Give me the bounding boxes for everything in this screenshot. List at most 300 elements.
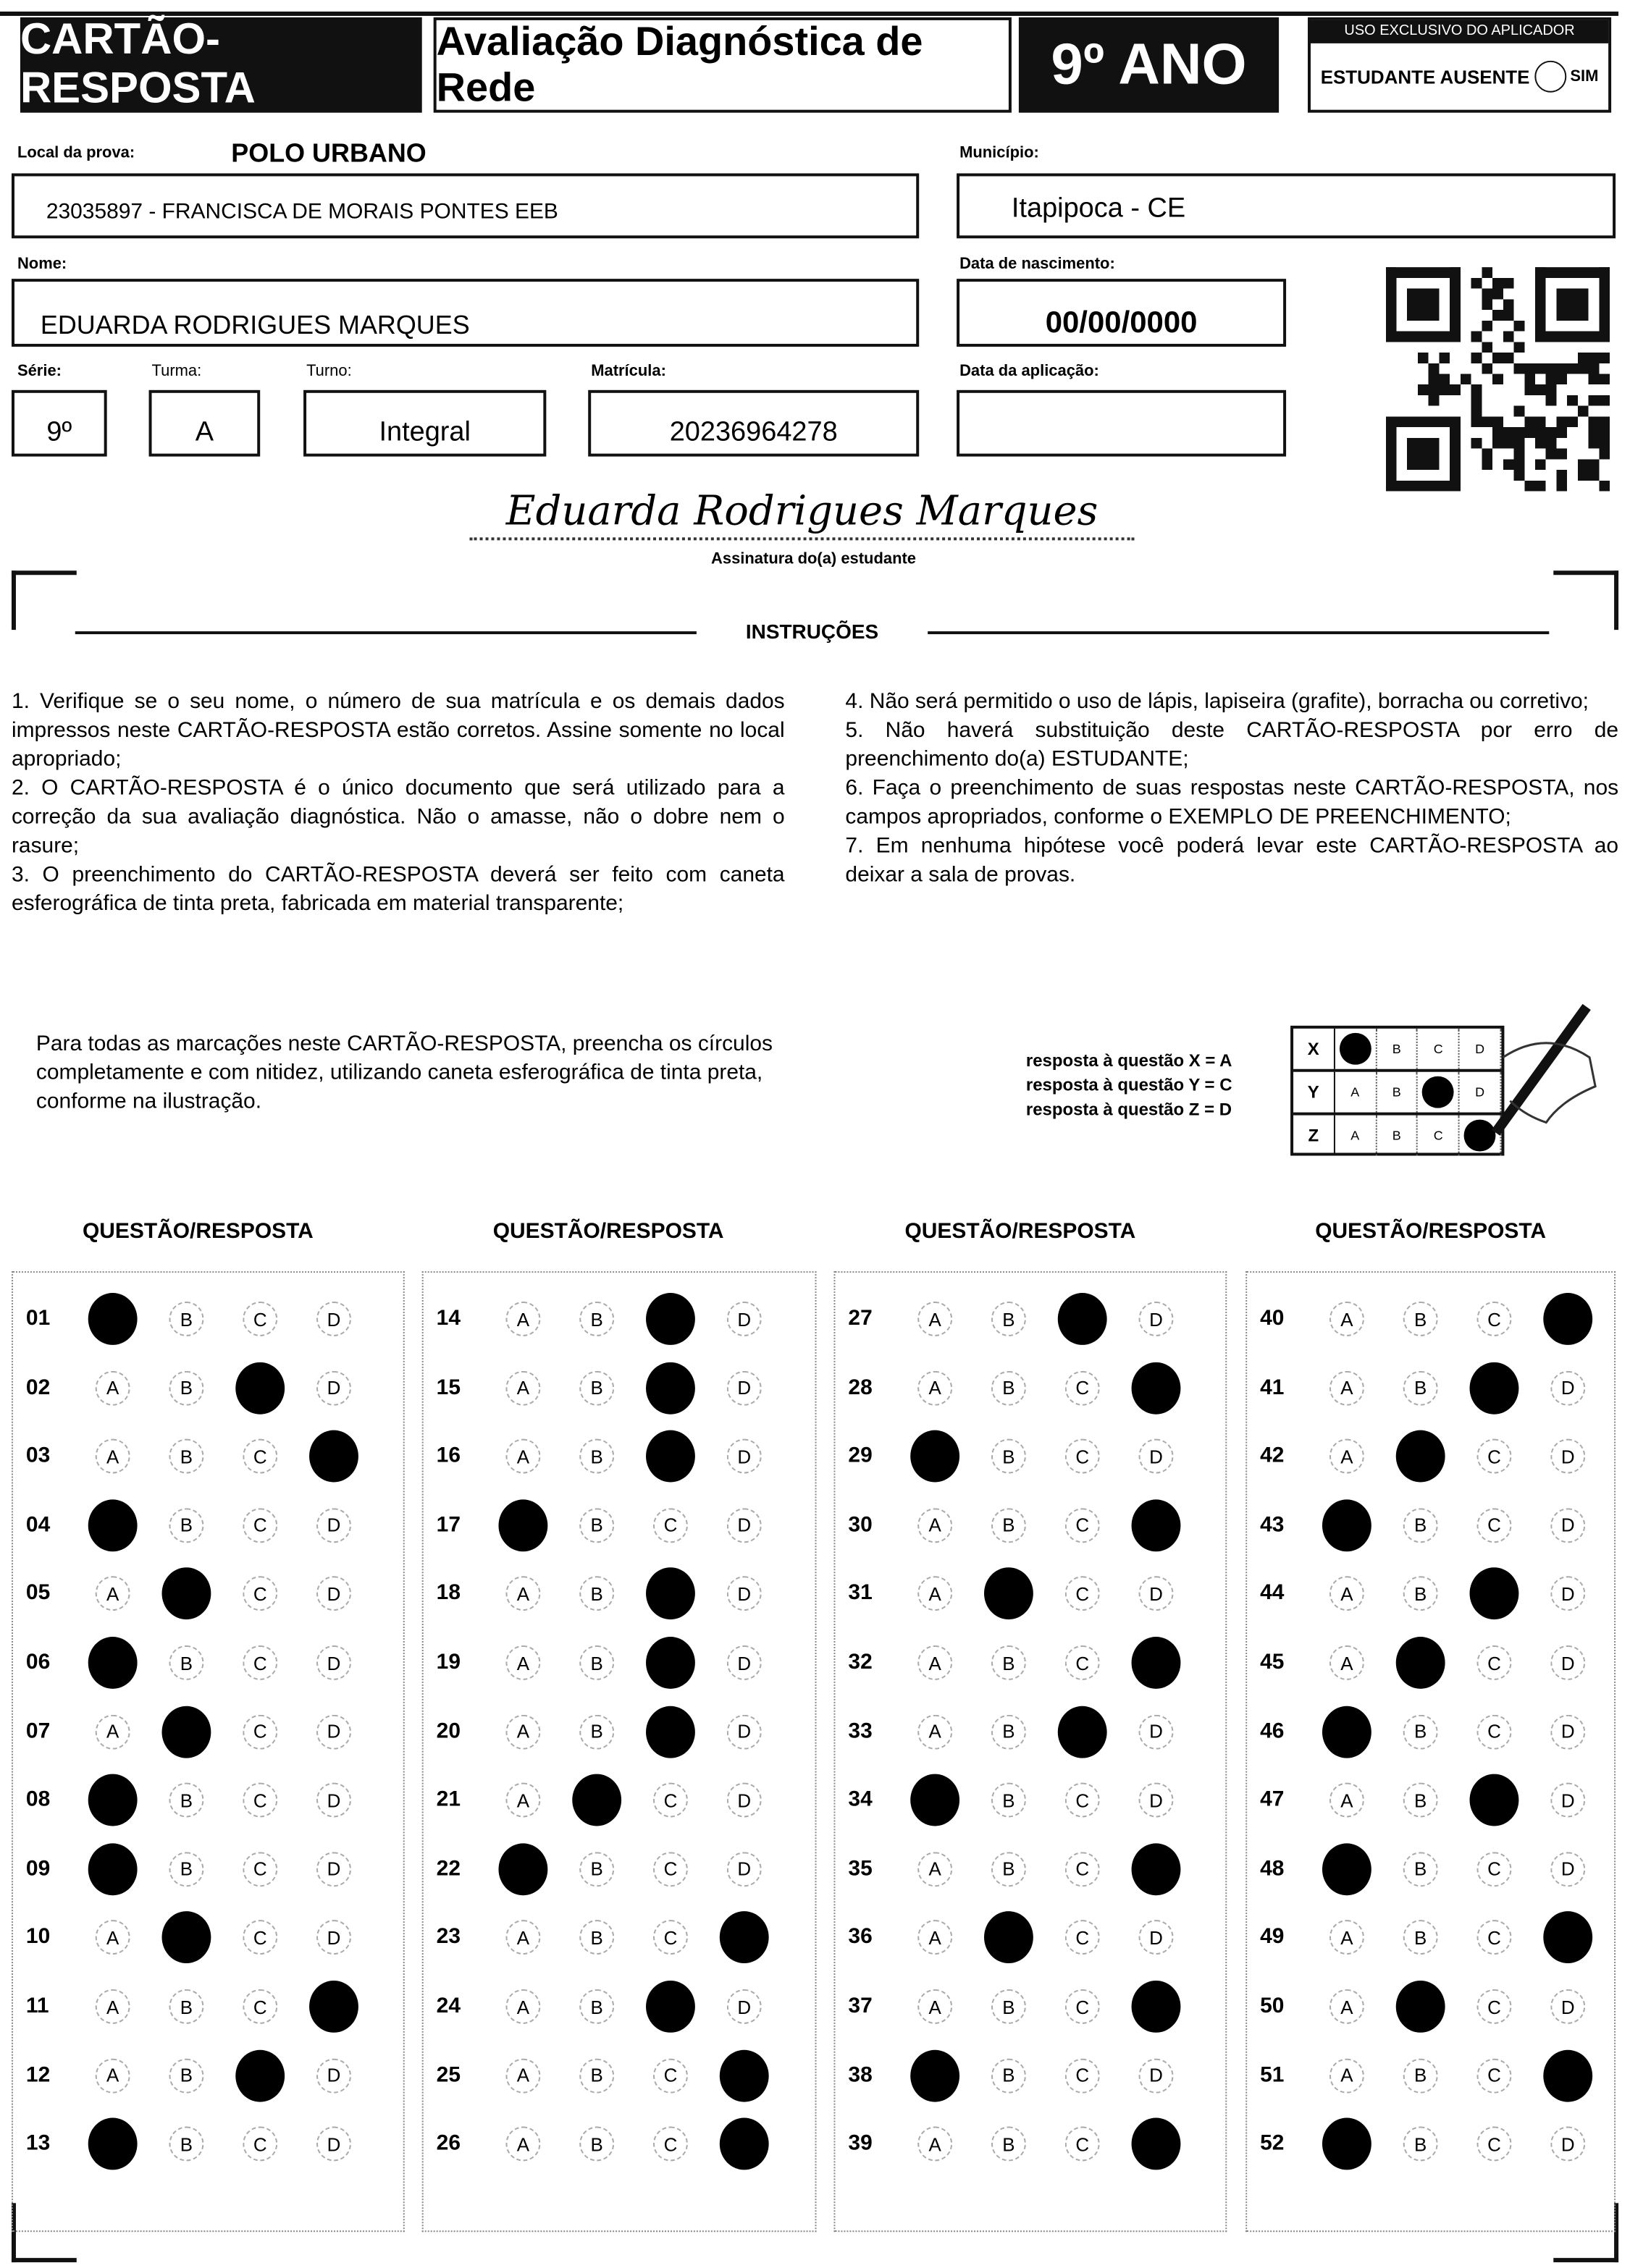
answer-bubble-48-C[interactable]: C [1477,1852,1512,1887]
answer-bubble-21-D[interactable]: D [727,1783,762,1818]
answer-bubble-42-C[interactable]: C [1477,1439,1512,1474]
answer-bubble-45-A[interactable]: A [1329,1645,1364,1680]
answer-bubble-14-B[interactable]: B [579,1302,614,1336]
answer-bubble-13-C[interactable]: C [243,2127,277,2162]
filled-bubble-25-D[interactable] [720,2049,769,2102]
answer-bubble-47-A[interactable]: A [1329,1783,1364,1818]
answer-bubble-03-A[interactable]: A [96,1439,130,1474]
answer-bubble-50-A[interactable]: A [1329,1989,1364,2024]
filled-bubble-39-D[interactable] [1132,2118,1181,2170]
serie-field [12,390,107,457]
example-filled-bubble [1335,1029,1377,1069]
turma-value: A [195,417,214,448]
answer-bubble-20-D[interactable]: D [727,1714,762,1749]
answer-bubble-52-B[interactable]: B [1403,2127,1438,2162]
example-grid [1290,1026,1504,1156]
filled-bubble-19-C[interactable] [646,1637,695,1689]
answer-bubble-33-B[interactable]: B [991,1714,1026,1749]
example-option: A [1335,1116,1377,1156]
answer-bubble-29-C[interactable]: C [1065,1439,1100,1474]
answer-bubble-07-D[interactable]: D [316,1714,351,1749]
answer-bubble-29-B[interactable]: B [991,1439,1026,1474]
answer-bubble-31-A[interactable]: A [917,1577,952,1611]
turma-field [149,390,261,457]
answer-bubble-12-B[interactable]: B [169,2058,203,2093]
answer-bubble-40-A[interactable]: A [1329,1302,1364,1336]
answer-bubble-45-C[interactable]: C [1477,1645,1512,1680]
answer-bubble-40-B[interactable]: B [1403,1302,1438,1336]
answer-bubble-42-D[interactable]: D [1550,1439,1585,1474]
filled-bubble-42-B[interactable] [1396,1430,1445,1483]
instruction-item: 3. O preenchimento do CARTÃO-RESPOSTA deverá ser feito com caneta esferográfica de tinta preta, fabricada em material transparente; [11,862,785,916]
filled-bubble-01-A[interactable] [88,1293,138,1345]
signature: Eduarda Rodrigues Marques [505,486,1098,535]
column-header: QUESTÃO/RESPOSTA [904,1219,1136,1244]
answer-bubble-37-C[interactable]: C [1065,1989,1100,2024]
answer-bubble-25-B[interactable]: B [579,2058,614,2093]
serie-label: Série: [17,362,62,380]
divider [928,631,1549,634]
answer-bubble-41-D[interactable]: D [1550,1370,1585,1405]
filled-bubble-27-C[interactable] [1058,1293,1107,1345]
filled-bubble-06-A[interactable] [88,1637,138,1689]
answer-bubble-29-D[interactable]: D [1139,1439,1174,1474]
answer-bubble-02-B[interactable]: B [169,1370,203,1405]
answer-bubble-38-B[interactable]: B [991,2058,1026,2093]
question-number: 18 [436,1580,461,1606]
example-option: D [1460,1072,1501,1113]
answer-bubble-21-A[interactable]: A [505,1783,540,1818]
answer-bubble-02-A[interactable]: A [96,1370,130,1405]
example-question: X [1293,1029,1335,1069]
answer-bubble-06-D[interactable]: D [316,1645,351,1680]
answer-bubble-44-B[interactable]: B [1403,1577,1438,1611]
answer-bubble-09-D[interactable]: D [316,1852,351,1887]
question-number: 33 [848,1718,873,1743]
filled-bubble-52-A[interactable] [1322,2118,1371,2170]
answer-bubble-14-D[interactable]: D [727,1302,762,1336]
filled-bubble-32-D[interactable] [1132,1637,1181,1689]
answer-bubble-33-A[interactable]: A [917,1714,952,1749]
answer-bubble-03-B[interactable]: B [169,1439,203,1474]
answer-bubble-18-A[interactable]: A [505,1577,540,1611]
answer-bubble-41-B[interactable]: B [1403,1370,1438,1405]
answer-bubble-32-B[interactable]: B [991,1645,1026,1680]
filled-bubble-13-A[interactable] [88,2118,138,2170]
answer-bubble-25-A[interactable]: A [505,2058,540,2093]
example-row [1293,1116,1501,1156]
filled-bubble-41-C[interactable] [1470,1362,1519,1414]
answer-bubble-34-B[interactable]: B [991,1783,1026,1818]
instruction-item: 6. Faça o preenchimento de suas respostas neste CARTÃO-RESPOSTA, nos campos apropriados, conforme o EXEMPLO DE PREENCHIMENTO; [845,775,1619,830]
answer-bubble-43-C[interactable]: C [1477,1508,1512,1543]
answer-bubble-32-A[interactable]: A [917,1645,952,1680]
answer-bubble-04-B[interactable]: B [169,1508,203,1543]
example-option: C [1418,1116,1459,1156]
answer-bubble-31-D[interactable]: D [1139,1577,1174,1611]
answer-bubble-37-A[interactable]: A [917,1989,952,2024]
aplicacao-label: Data da aplicação: [959,362,1099,380]
question-number: 02 [25,1375,51,1399]
answer-bubble-24-D[interactable]: D [727,1989,762,2024]
answer-bubble-17-C[interactable]: C [653,1508,688,1543]
filled-bubble-07-B[interactable] [162,1706,211,1758]
answer-bubble-08-D[interactable]: D [316,1783,351,1818]
answer-bubble-10-A[interactable]: A [96,1921,130,1955]
answer-bubble-05-A[interactable]: A [96,1577,130,1611]
answer-bubble-28-A[interactable]: A [917,1370,952,1405]
answer-bubble-36-C[interactable]: C [1065,1921,1100,1955]
example-line: resposta à questão Y = C [1025,1074,1232,1095]
answer-bubble-02-D[interactable]: D [316,1370,351,1405]
filled-bubble-50-B[interactable] [1396,1981,1445,2033]
answer-bubble-35-C[interactable]: C [1065,1852,1100,1887]
answer-bubble-38-C[interactable]: C [1065,2058,1100,2093]
signature-label: Assinatura do(a) estudante [711,550,917,568]
filled-bubble-34-A[interactable] [910,1774,959,1826]
answer-bubble-12-A[interactable]: A [96,2058,130,2093]
example-option: B [1377,1072,1418,1113]
answer-bubble-30-B[interactable]: B [991,1508,1026,1543]
answer-bubble-11-A[interactable]: A [96,1989,130,2024]
example-filled-bubble [1418,1072,1459,1113]
answer-bubble-48-D[interactable]: D [1550,1852,1585,1887]
question-number: 12 [25,2062,51,2087]
answer-bubble-50-D[interactable]: D [1550,1989,1585,2024]
question-number: 03 [25,1443,51,1468]
answer-bubble-46-C[interactable]: C [1477,1714,1512,1749]
filled-bubble-45-B[interactable] [1396,1637,1445,1689]
question-number: 26 [436,2130,461,2156]
municipio-field [957,173,1616,238]
answer-bubble-45-D[interactable]: D [1550,1645,1585,1680]
answer-bubble-33-D[interactable]: D [1139,1714,1174,1749]
answer-bubble-05-D[interactable]: D [316,1577,351,1611]
answer-bubble-44-D[interactable]: D [1550,1577,1585,1611]
answer-bubble-10-C[interactable]: C [243,1921,277,1955]
answer-bubble-24-B[interactable]: B [579,1989,614,2024]
answer-bubble-36-D[interactable]: D [1139,1921,1174,1955]
matricula-label: Matrícula: [591,362,666,380]
filled-bubble-16-C[interactable] [646,1430,695,1483]
question-number: 32 [848,1649,873,1674]
answer-bubble-40-C[interactable]: C [1477,1302,1512,1336]
answer-bubble-49-C[interactable]: C [1477,1921,1512,1955]
answer-bubble-25-C[interactable]: C [653,2058,688,2093]
answer-bubble-24-A[interactable]: A [505,1989,540,2024]
answer-bubble-18-D[interactable]: D [727,1577,762,1611]
question-number: 21 [436,1787,461,1812]
question-number: 10 [25,1924,51,1949]
answer-bubble-22-C[interactable]: C [653,1852,688,1887]
answer-bubble-26-B[interactable]: B [579,2127,614,2162]
question-number: 06 [25,1649,51,1674]
column-header: QUESTÃO/RESPOSTA [1315,1219,1547,1244]
filled-bubble-21-B[interactable] [572,1774,621,1826]
answer-bubble-12-D[interactable]: D [316,2058,351,2093]
grade-badge: 9º ANO [1019,17,1279,113]
municipio-label: Município: [959,144,1039,162]
filled-bubble-28-D[interactable] [1132,1362,1181,1414]
answer-bubble-51-A[interactable]: A [1329,2058,1364,2093]
answer-bubble-21-C[interactable]: C [653,1783,688,1818]
filled-bubble-17-A[interactable] [498,1499,547,1551]
filled-bubble-33-C[interactable] [1058,1706,1107,1758]
answer-bubble-20-B[interactable]: B [579,1714,614,1749]
corner-mark [1553,570,1618,630]
question-number: 11 [25,1993,49,2018]
filled-bubble-35-D[interactable] [1132,1843,1181,1895]
question-number: 19 [436,1649,461,1674]
answer-bubble-11-B[interactable]: B [169,1989,203,2024]
answer-bubble-14-A[interactable]: A [505,1302,540,1336]
local-label: Local da prova: [17,144,135,162]
question-number: 27 [848,1306,873,1331]
filled-bubble-08-A[interactable] [88,1774,138,1826]
signature-line [470,537,1135,540]
answer-bubble-19-B[interactable]: B [579,1645,614,1680]
example-option: B [1377,1116,1418,1156]
answer-bubble-46-D[interactable]: D [1550,1714,1585,1749]
answer-bubble-04-D[interactable]: D [316,1508,351,1543]
answer-bubble-09-C[interactable]: C [243,1852,277,1887]
answer-bubble-01-B[interactable]: B [169,1302,203,1336]
question-number: 48 [1260,1855,1285,1881]
question-number: 16 [436,1443,461,1468]
answer-bubble-16-B[interactable]: B [579,1439,614,1474]
turno-label: Turno: [306,362,352,380]
question-number: 37 [848,1993,873,2018]
absent-option: SIM [1570,67,1599,85]
answer-bubble-10-D[interactable]: D [316,1921,351,1955]
question-number: 38 [848,2062,873,2087]
answer-bubble-27-A[interactable]: A [917,1302,952,1336]
answer-bubble-43-D[interactable]: D [1550,1508,1585,1543]
filled-bubble-40-D[interactable] [1543,1293,1592,1345]
filled-bubble-09-A[interactable] [88,1843,138,1895]
answer-bubble-30-C[interactable]: C [1065,1508,1100,1543]
answer-bubble-39-C[interactable]: C [1065,2127,1100,2162]
answer-bubble-32-C[interactable]: C [1065,1645,1100,1680]
answer-bubble-22-D[interactable]: D [727,1852,762,1887]
corner-mark [12,570,77,630]
instructions-left [12,688,785,919]
example-line: resposta à questão X = A [1025,1050,1232,1071]
answer-bubble-18-B[interactable]: B [579,1577,614,1611]
answer-bubble-13-D[interactable]: D [316,2127,351,2162]
answer-bubble-51-B[interactable]: B [1403,2058,1438,2093]
aplicacao-field [957,390,1286,457]
answer-bubble-31-C[interactable]: C [1065,1577,1100,1611]
answer-bubble-35-A[interactable]: A [917,1852,952,1887]
answer-bubble-26-C[interactable]: C [653,2127,688,2162]
answer-bubble-16-A[interactable]: A [505,1439,540,1474]
divider [75,631,697,634]
filled-bubble-03-D[interactable] [309,1430,358,1483]
applicator-title: USO EXCLUSIVO DO APLICADOR [1311,20,1608,43]
instruction-item: 4. Não será permitido o uso de lápis, lapiseira (grafite), borracha ou corretivo; [845,688,1589,714]
answer-bubble-26-A[interactable]: A [505,2127,540,2162]
answer-bubble-41-A[interactable]: A [1329,1370,1364,1405]
question-number: 41 [1260,1375,1285,1399]
instruction-item: 2. O CARTÃO-RESPOSTA é o único documento que será utilizado para a correção da sua avaliação diagnóstica. Não o amasse, não o dobre nem o rasure; [11,775,785,859]
answer-bubble-48-B[interactable]: B [1403,1852,1438,1887]
answer-bubble-07-C[interactable]: C [243,1714,277,1749]
question-number: 08 [25,1787,51,1812]
filled-bubble-38-A[interactable] [910,2049,959,2102]
answer-bubble-06-C[interactable]: C [243,1645,277,1680]
answer-bubble-27-D[interactable]: D [1139,1302,1174,1336]
answer-bubble-28-C[interactable]: C [1065,1370,1100,1405]
answer-bubble-23-C[interactable]: C [653,1921,688,1955]
answer-bubble-42-A[interactable]: A [1329,1439,1364,1474]
question-number: 29 [848,1443,873,1468]
filled-bubble-48-A[interactable] [1322,1843,1371,1895]
question-number: 20 [436,1718,461,1743]
answer-bubble-39-B[interactable]: B [991,2127,1026,2162]
answer-bubble-27-B[interactable]: B [991,1302,1026,1336]
fill-note: Para todas as marcações neste CARTÃO-RESPOSTA, preencha os círculos completamente e com nitidez, utilizando caneta esferográfica de tinta preta, conforme na ilustração. [35,1031,773,1114]
question-number: 23 [436,1924,461,1949]
filled-bubble-24-C[interactable] [646,1981,695,2033]
answer-bubble-28-B[interactable]: B [991,1370,1026,1405]
question-number: 28 [848,1375,873,1399]
answer-bubble-47-B[interactable]: B [1403,1783,1438,1818]
question-number: 46 [1260,1718,1285,1743]
answer-bubble-06-B[interactable]: B [169,1645,203,1680]
question-number: 30 [848,1512,873,1537]
filled-bubble-47-C[interactable] [1470,1774,1519,1826]
answer-bubble-34-D[interactable]: D [1139,1783,1174,1818]
answer-bubble-49-B[interactable]: B [1403,1921,1438,1955]
school-field [12,173,919,238]
question-number: 09 [25,1855,51,1881]
question-number: 51 [1260,2062,1285,2087]
question-number: 17 [436,1512,461,1537]
filled-bubble-20-C[interactable] [646,1706,695,1758]
filled-bubble-51-D[interactable] [1543,2049,1592,2102]
answer-bubble-19-A[interactable]: A [505,1645,540,1680]
answer-bubble-43-B[interactable]: B [1403,1508,1438,1543]
filled-bubble-43-A[interactable] [1322,1499,1371,1551]
filled-bubble-14-C[interactable] [646,1293,695,1345]
exam-title: Avaliação Diagnóstica de Rede [434,17,1012,113]
answer-bubble-23-B[interactable]: B [579,1921,614,1955]
example-option: D [1460,1029,1501,1069]
answer-bubble-35-B[interactable]: B [991,1852,1026,1887]
turno-field [303,390,546,457]
answer-bubble-52-D[interactable]: D [1550,2127,1585,2162]
filled-bubble-15-C[interactable] [646,1362,695,1414]
filled-bubble-37-D[interactable] [1132,1981,1181,2033]
answer-bubble-07-A[interactable]: A [96,1714,130,1749]
question-number: 01 [25,1306,51,1331]
answer-bubble-50-C[interactable]: C [1477,1989,1512,2024]
serie-value: 9º [46,417,72,448]
question-number: 40 [1260,1306,1285,1331]
answer-bubble-01-D[interactable]: D [316,1302,351,1336]
filled-bubble-02-C[interactable] [235,1362,285,1414]
answer-bubble-11-C[interactable]: C [243,1989,277,2024]
answer-bubble-05-C[interactable]: C [243,1577,277,1611]
answer-bubble-51-C[interactable]: C [1477,2058,1512,2093]
answer-bubble-03-C[interactable]: C [243,1439,277,1474]
filled-bubble-22-A[interactable] [498,1843,547,1895]
answer-bubble-37-B[interactable]: B [991,1989,1026,2024]
answer-bubble-04-C[interactable]: C [243,1508,277,1543]
instruction-item: 7. Em nenhuma hipótese você poderá levar este CARTÃO-RESPOSTA ao deixar a sala de provas. [845,833,1619,888]
local-value: POLO URBANO [231,138,427,168]
answer-bubble-01-C[interactable]: C [243,1302,277,1336]
answer-bubble-23-A[interactable]: A [505,1921,540,1955]
answer-bubble-17-B[interactable]: B [579,1508,614,1543]
filled-bubble-11-D[interactable] [309,1981,358,2033]
answer-bubble-15-B[interactable]: B [579,1370,614,1405]
answer-bubble-36-A[interactable]: A [917,1921,952,1955]
absent-bubble[interactable] [1534,61,1566,93]
answer-bubble-52-C[interactable]: C [1477,2127,1512,2162]
answer-bubble-30-A[interactable]: A [917,1508,952,1543]
nasc-field [957,279,1286,347]
answer-bubble-17-D[interactable]: D [727,1508,762,1543]
answer-bubble-46-B[interactable]: B [1403,1714,1438,1749]
question-number: 04 [25,1512,51,1537]
question-number: 36 [848,1924,873,1949]
nome-value: EDUARDA RODRIGUES MARQUES [40,311,470,340]
question-number: 50 [1260,1993,1285,2018]
turma-label: Turma: [151,362,202,380]
nome-field [12,279,919,347]
answer-bubble-09-B[interactable]: B [169,1852,203,1887]
nasc-label: Data de nascimento: [959,256,1115,274]
column-header: QUESTÃO/RESPOSTA [82,1219,314,1244]
question-number: 25 [436,2062,461,2087]
answer-bubble-47-D[interactable]: D [1550,1783,1585,1818]
filled-bubble-29-A[interactable] [910,1430,959,1483]
answer-bubble-34-C[interactable]: C [1065,1783,1100,1818]
filled-bubble-04-A[interactable] [88,1499,138,1551]
filled-bubble-26-D[interactable] [720,2118,769,2170]
answer-bubble-15-A[interactable]: A [505,1370,540,1405]
answer-bubble-49-A[interactable]: A [1329,1921,1364,1955]
instruction-item: 5. Não haverá substituição deste CARTÃO-RESPOSTA por erro de preenchimento do(a) ESTUDANTE; [845,717,1619,772]
example-question: Z [1293,1116,1335,1156]
qr-code [1385,267,1611,491]
question-number: 35 [848,1855,873,1881]
filled-bubble-46-A[interactable] [1322,1706,1371,1758]
filled-bubble-30-D[interactable] [1132,1499,1181,1551]
nasc-value: 00/00/0000 [1045,306,1198,340]
answer-bubble-08-B[interactable]: B [169,1783,203,1818]
answer-bubble-44-A[interactable]: A [1329,1577,1364,1611]
example-legend [1026,1049,1232,1123]
answer-bubble-08-C[interactable]: C [243,1783,277,1818]
answer-bubble-38-D[interactable]: D [1139,2058,1174,2093]
instructions-right [845,688,1618,890]
answer-bubble-22-B[interactable]: B [579,1852,614,1887]
answer-bubble-19-D[interactable]: D [727,1645,762,1680]
answer-bubble-20-A[interactable]: A [505,1714,540,1749]
question-number: 49 [1260,1924,1285,1949]
answer-bubble-16-D[interactable]: D [727,1439,762,1474]
answer-bubble-39-A[interactable]: A [917,2127,952,2162]
answer-bubble-15-D[interactable]: D [727,1370,762,1405]
filled-bubble-12-C[interactable] [235,2049,285,2102]
question-number: 15 [436,1375,461,1399]
column-header: QUESTÃO/RESPOSTA [492,1219,724,1244]
answer-bubble-13-B[interactable]: B [169,2127,203,2162]
example-line: resposta à questão Z = D [1025,1099,1232,1120]
